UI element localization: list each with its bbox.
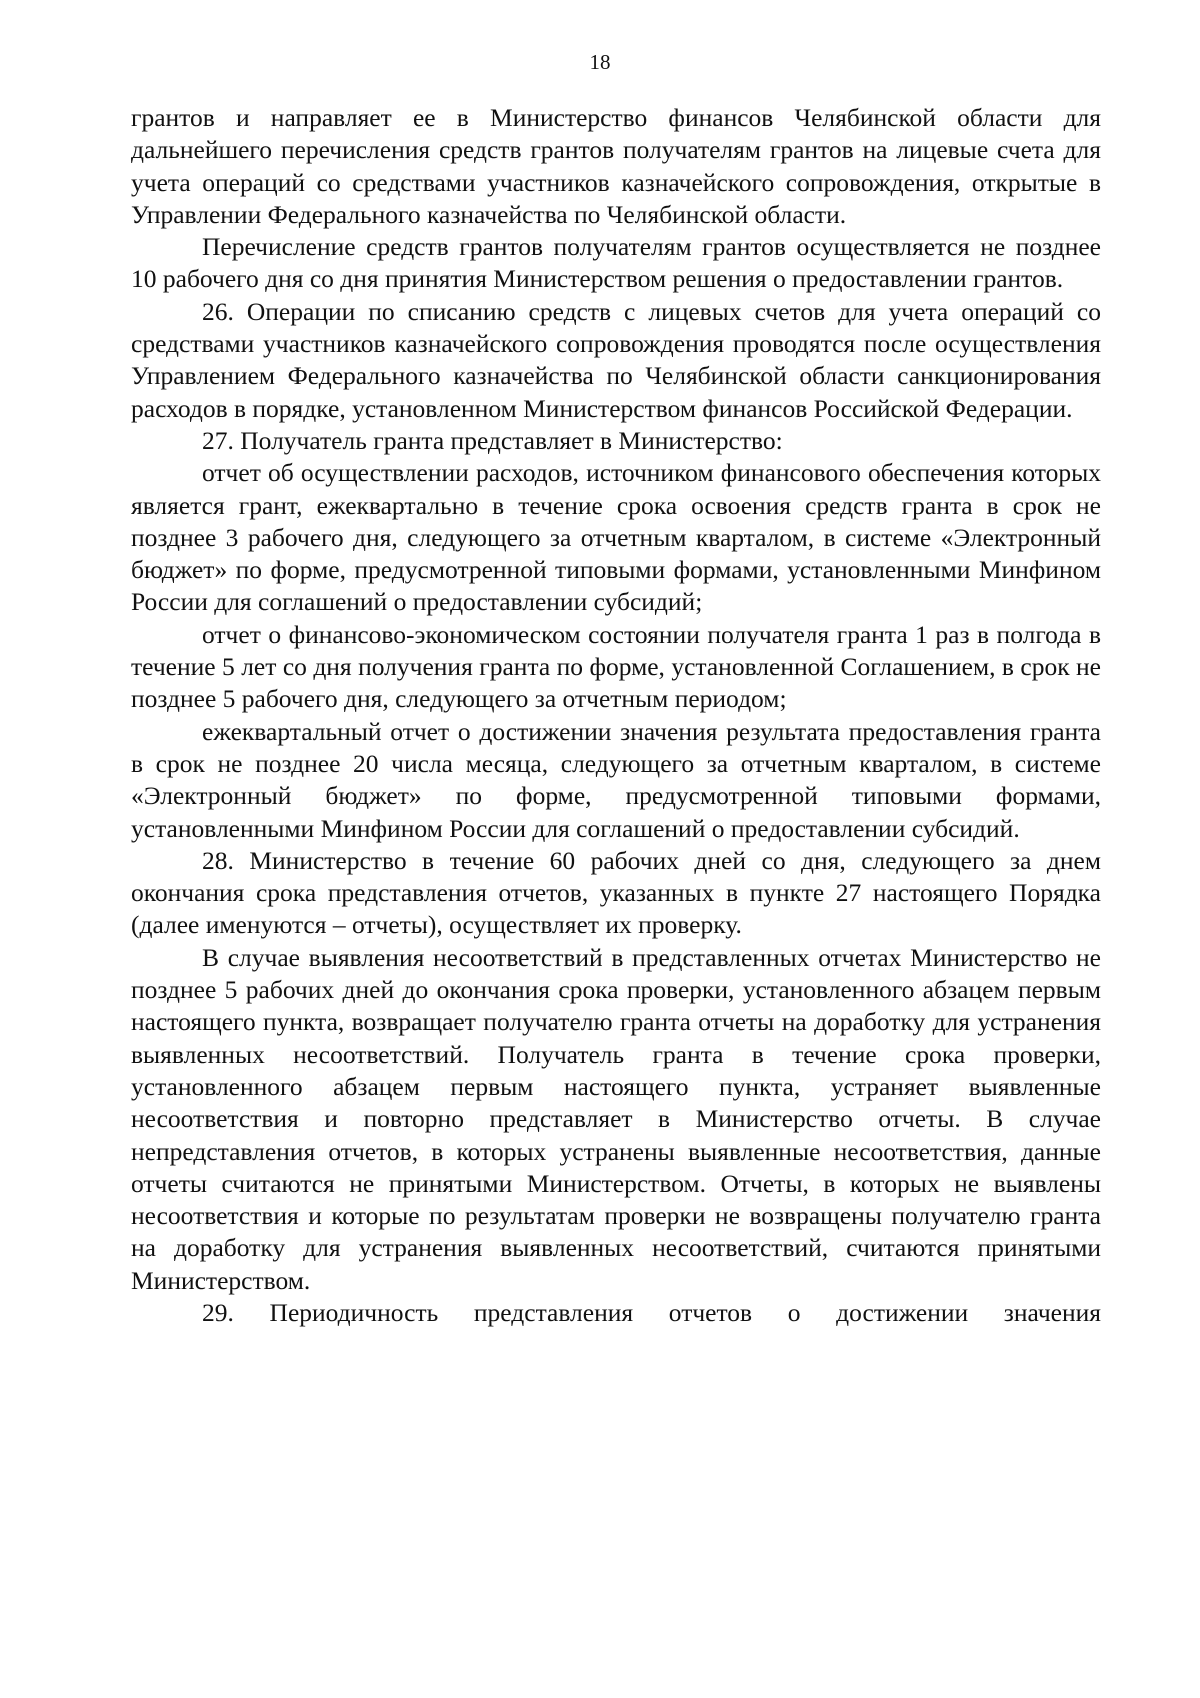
paragraph-grant-transfer-deadline: Перечисление средств грантов получателям грантов осуществляется не позднее 10 рабочего дня со дня принятия Министерством решения о предоставлении грантов. [131,232,1101,294]
paragraph-item-26: 26. Операции по списанию средств с лицевых счетов для учета операций со средствами участников казначейского сопровождения проводятся после осуществления Управлением Федерального казначейства по Челябинской области санкционирования расходов в порядке, установленном Министерством финансов Российской Федерации. [131,296,1101,423]
paragraph-continuation: грантов и направляет ее в Министерство финансов Челябинской области для дальнейшего перечисления средств грантов получателям грантов на лицевые счета для учета операций со средствами участников казначейского сопровождения, открытые в Управлении Федерального казначейства по Челябинской области. [131,103,1101,229]
paragraph-expense-report: отчет об осуществлении расходов, источником финансового обеспечения которых является грант, ежеквартально в течение срока освоения средств гранта в срок не позднее 3 рабочего дня, следующего за отчетным кварталом, в системе «Электронный бюджет» по форме, предусмотренной типовыми формами, установленными Минфином России для соглашений о предоставлении субсидий; [131,458,1101,617]
paragraph-item-27: 27. Получатель гранта представляет в Министерство: [202,425,783,455]
page-number: 18 [589,50,611,74]
paragraph-discrepancies: В случае выявления несоответствий в представленных отчетах Министерство не позднее 5 рабочих дней до окончания срока проверки, установленного абзацем первым настоящего пункта, возвращает получателю гранта отчеты на доработку для устранения выявленных несоответствий. Получатель гранта в течение срока проверки, установленного абзацем первым настоящего пункта, устраняет выявленные несоответствия и повторно представляет в Министерство отчеты. В случае непредставления отчетов, в которых устранены выявленные несоответствия, данные отчеты считаются не принятыми Министерством. Отчеты, в которых не выявлены несоответствия и которые по результатам проверки не возвращены получателю гранта на доработку для устранения выявленных несоответствий, считаются принятыми Министерством. [131,942,1101,1295]
paragraph-financial-report: отчет о финансово-экономическом состоянии получателя гранта 1 раз в полгода в течение 5 лет со дня получения гранта по форме, установленной Соглашением, в срок не позднее 5 рабочего дня, следующего за отчетным периодом; [131,619,1101,714]
paragraph-item-28: 28. Министерство в течение 60 рабочих дней со дня, следующего за днем окончания срока представления отчетов, указанных в пункте 27 настоящего Порядка (далее именуются – отчеты), осуществляет их проверку. [131,845,1101,940]
paragraph-quarterly-result-report: ежеквартальный отчет о достижении значения результата предоставления гранта в срок не позднее 20 числа месяца, следующего за отчетным кварталом, в системе «Электронный бюджет» по форме, предусмотренной типовыми формами, установленными Минфином России для соглашений о предоставлении субсидий. [131,716,1101,843]
paragraph-item-29: 29. Периодичность представления отчетов о достижении значения [202,1297,1101,1327]
document-body [131,102,1101,1329]
